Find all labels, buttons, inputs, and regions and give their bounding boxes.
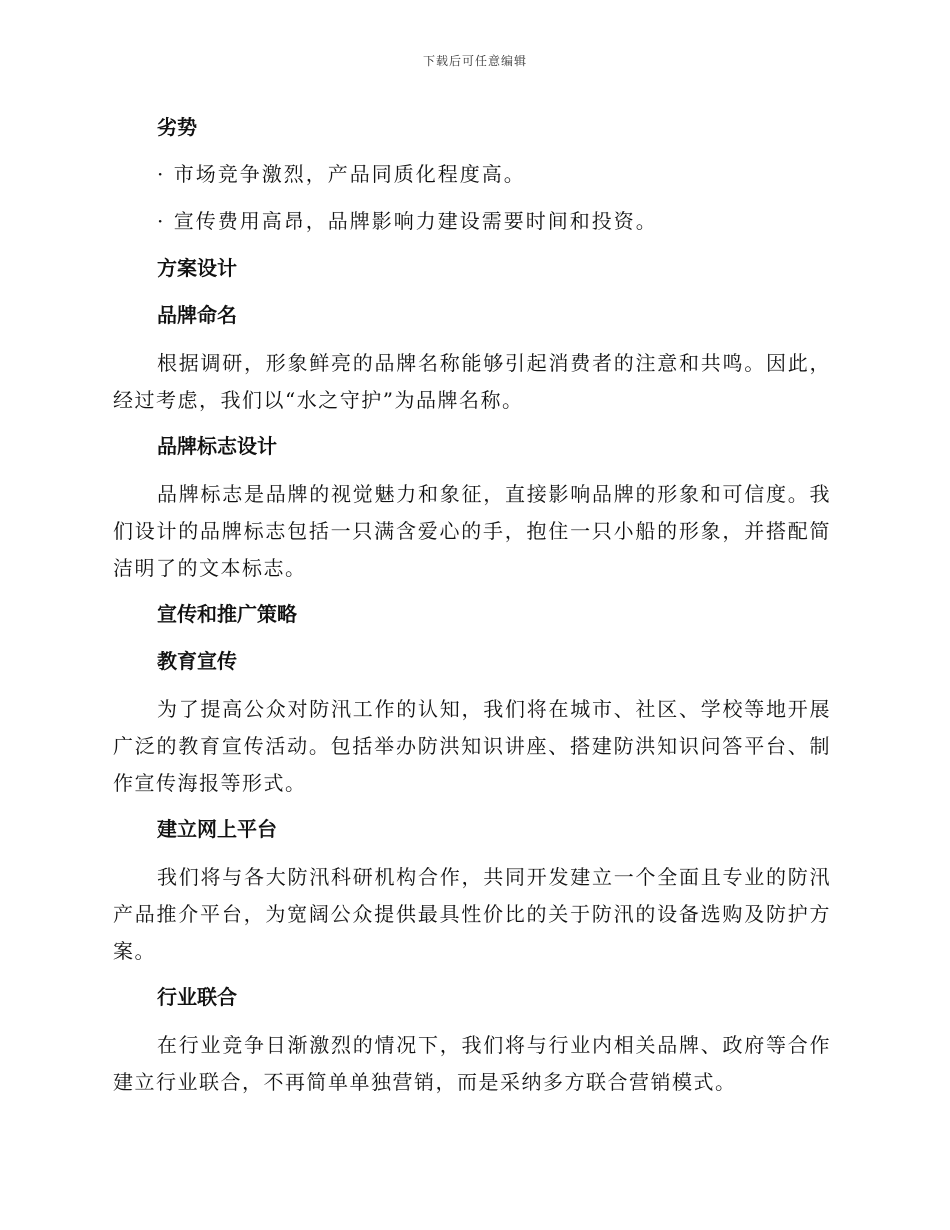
heading-industry-alliance: 行业联合: [157, 985, 237, 1009]
page-header-note: 下载后可任意编辑: [422, 54, 527, 68]
document-body: [113, 110, 831, 1111]
bullet-item: · 宣传费用高昂，品牌影响力建设需要时间和投资。: [157, 209, 658, 233]
paragraph-industry-alliance: 在行业竞争日渐激烈的情况下，我们将与行业内相关品牌、政府等合作建立行业联合，不再简单单独营销，而是采纳多方联合营销模式。: [113, 1033, 831, 1094]
paragraph-online-platform: 我们将与各大防汛科研机构合作，共同开发建立一个全面且专业的防汛产品推介平台，为宽阔公众提供最具性价比的关于防汛的设备选购及防护方案。: [113, 865, 831, 963]
heading-weakness: 劣势: [157, 115, 197, 139]
heading-brand-naming: 品牌命名: [157, 303, 237, 327]
bullet-item: · 市场竞争激烈，产品同质化程度高。: [157, 162, 526, 186]
heading-online-platform: 建立网上平台: [157, 817, 277, 841]
heading-plan-design: 方案设计: [157, 256, 237, 280]
heading-education: 教育宣传: [157, 649, 237, 673]
paragraph-brand-logo: 品牌标志是品牌的视觉魅力和象征，直接影响品牌的形象和可信度。我们设计的品牌标志包括一只满含爱心的手，抱住一只小船的形象，并搭配简洁明了的文本标志。: [113, 482, 831, 580]
paragraph-brand-naming: 根据调研，形象鲜亮的品牌名称能够引起消费者的注意和共鸣。因此，经过考虑，我们以“水之守护”为品牌名称。: [113, 351, 831, 412]
heading-brand-logo: 品牌标志设计: [157, 434, 277, 458]
paragraph-education: 为了提高公众对防汛工作的认知，我们将在城市、社区、学校等地开展广泛的教育宣传活动。包括举办防洪知识讲座、搭建防洪知识问答平台、制作宣传海报等形式。: [113, 697, 831, 795]
heading-promotion: 宣传和推广策略: [157, 602, 297, 626]
